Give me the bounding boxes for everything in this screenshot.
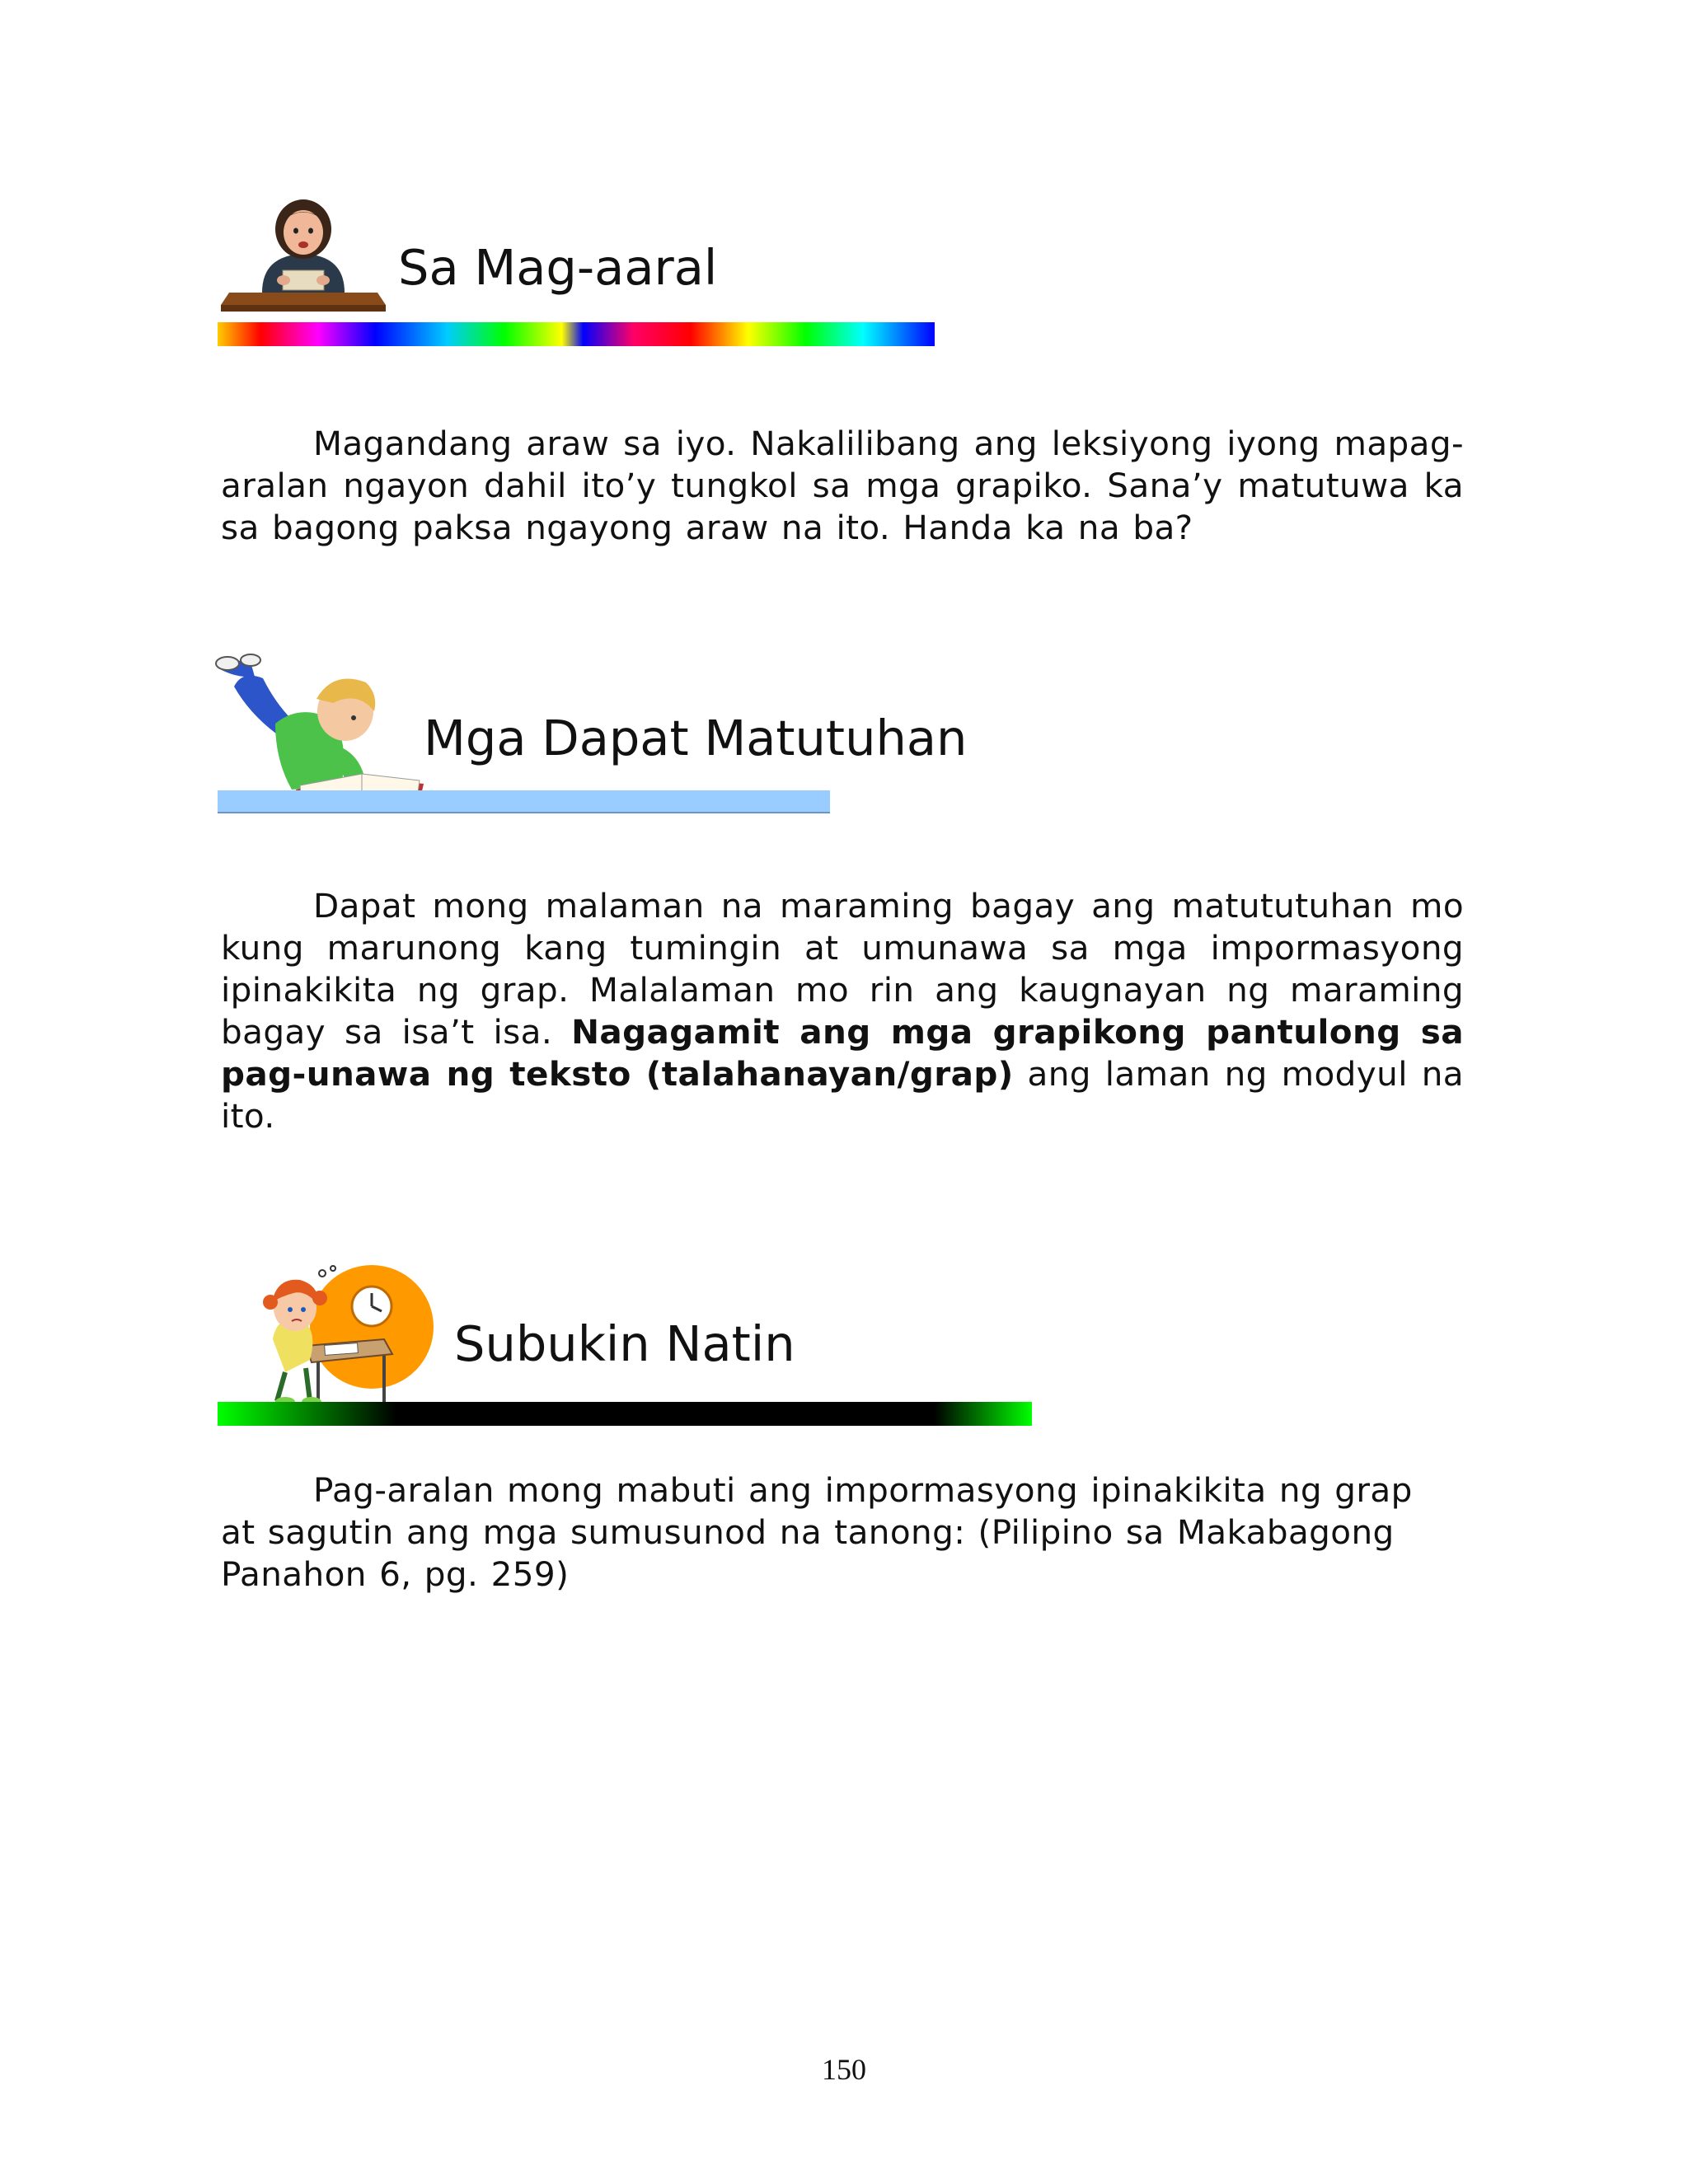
rainbow-divider-bar	[218, 322, 935, 346]
heading-mga-dapat-matutuhan: Mga Dapat Matutuhan	[424, 710, 968, 766]
green-black-divider-bar	[218, 1402, 1032, 1426]
paragraph-bold-text: Nagagamit ang mga grapikong pantulong sa pag-unawa ng teksto (talahanayan/grap)	[221, 1012, 1465, 1094]
paragraph-text-end: ang laman ng modyul na ito.	[221, 1054, 1464, 1136]
heading-subukin-natin: Subukin Natin	[454, 1315, 795, 1372]
heading-sa-mag-aaral: Sa Mag-aaral	[398, 239, 718, 296]
paragraph-mga-dapat-matutuhan	[221, 885, 1464, 1137]
blue-divider-bar	[218, 790, 830, 813]
page-number: 150	[822, 2053, 866, 2086]
paragraph-text: Pag-aralan mong mabuti ang impormasyong ipinakikita ng grap at sagutin ang mga sumusunod na tanong: (Pilipino sa Makabagong Panahon 6, pg. 259)	[221, 1470, 1413, 1594]
paragraph-sa-mag-aaral	[221, 423, 1464, 549]
paragraph-text: Dapat mong malaman na maraming bagay ang matututuhan mo kung marunong kang tumingin at umunawa sa mga impormasyong ipinakikita ng grap. Malalaman mo rin ang kaugnayan ng maraming bagay sa isa’t isa.	[221, 886, 1464, 1052]
girl-taking-test-clock-icon	[260, 1257, 425, 1413]
paragraph-subukin-natin	[221, 1469, 1441, 1596]
teacher-at-desk-icon	[221, 198, 386, 313]
paragraph-text: Magandang araw sa iyo. Nakalilibang ang leksiyong iyong mapag-aralan ngayon dahil ito’y tungkol sa mga grapiko. Sana’y matutuwa ka sa bagong paksa ngayong araw na ito. Handa ka na ba?	[221, 424, 1464, 547]
